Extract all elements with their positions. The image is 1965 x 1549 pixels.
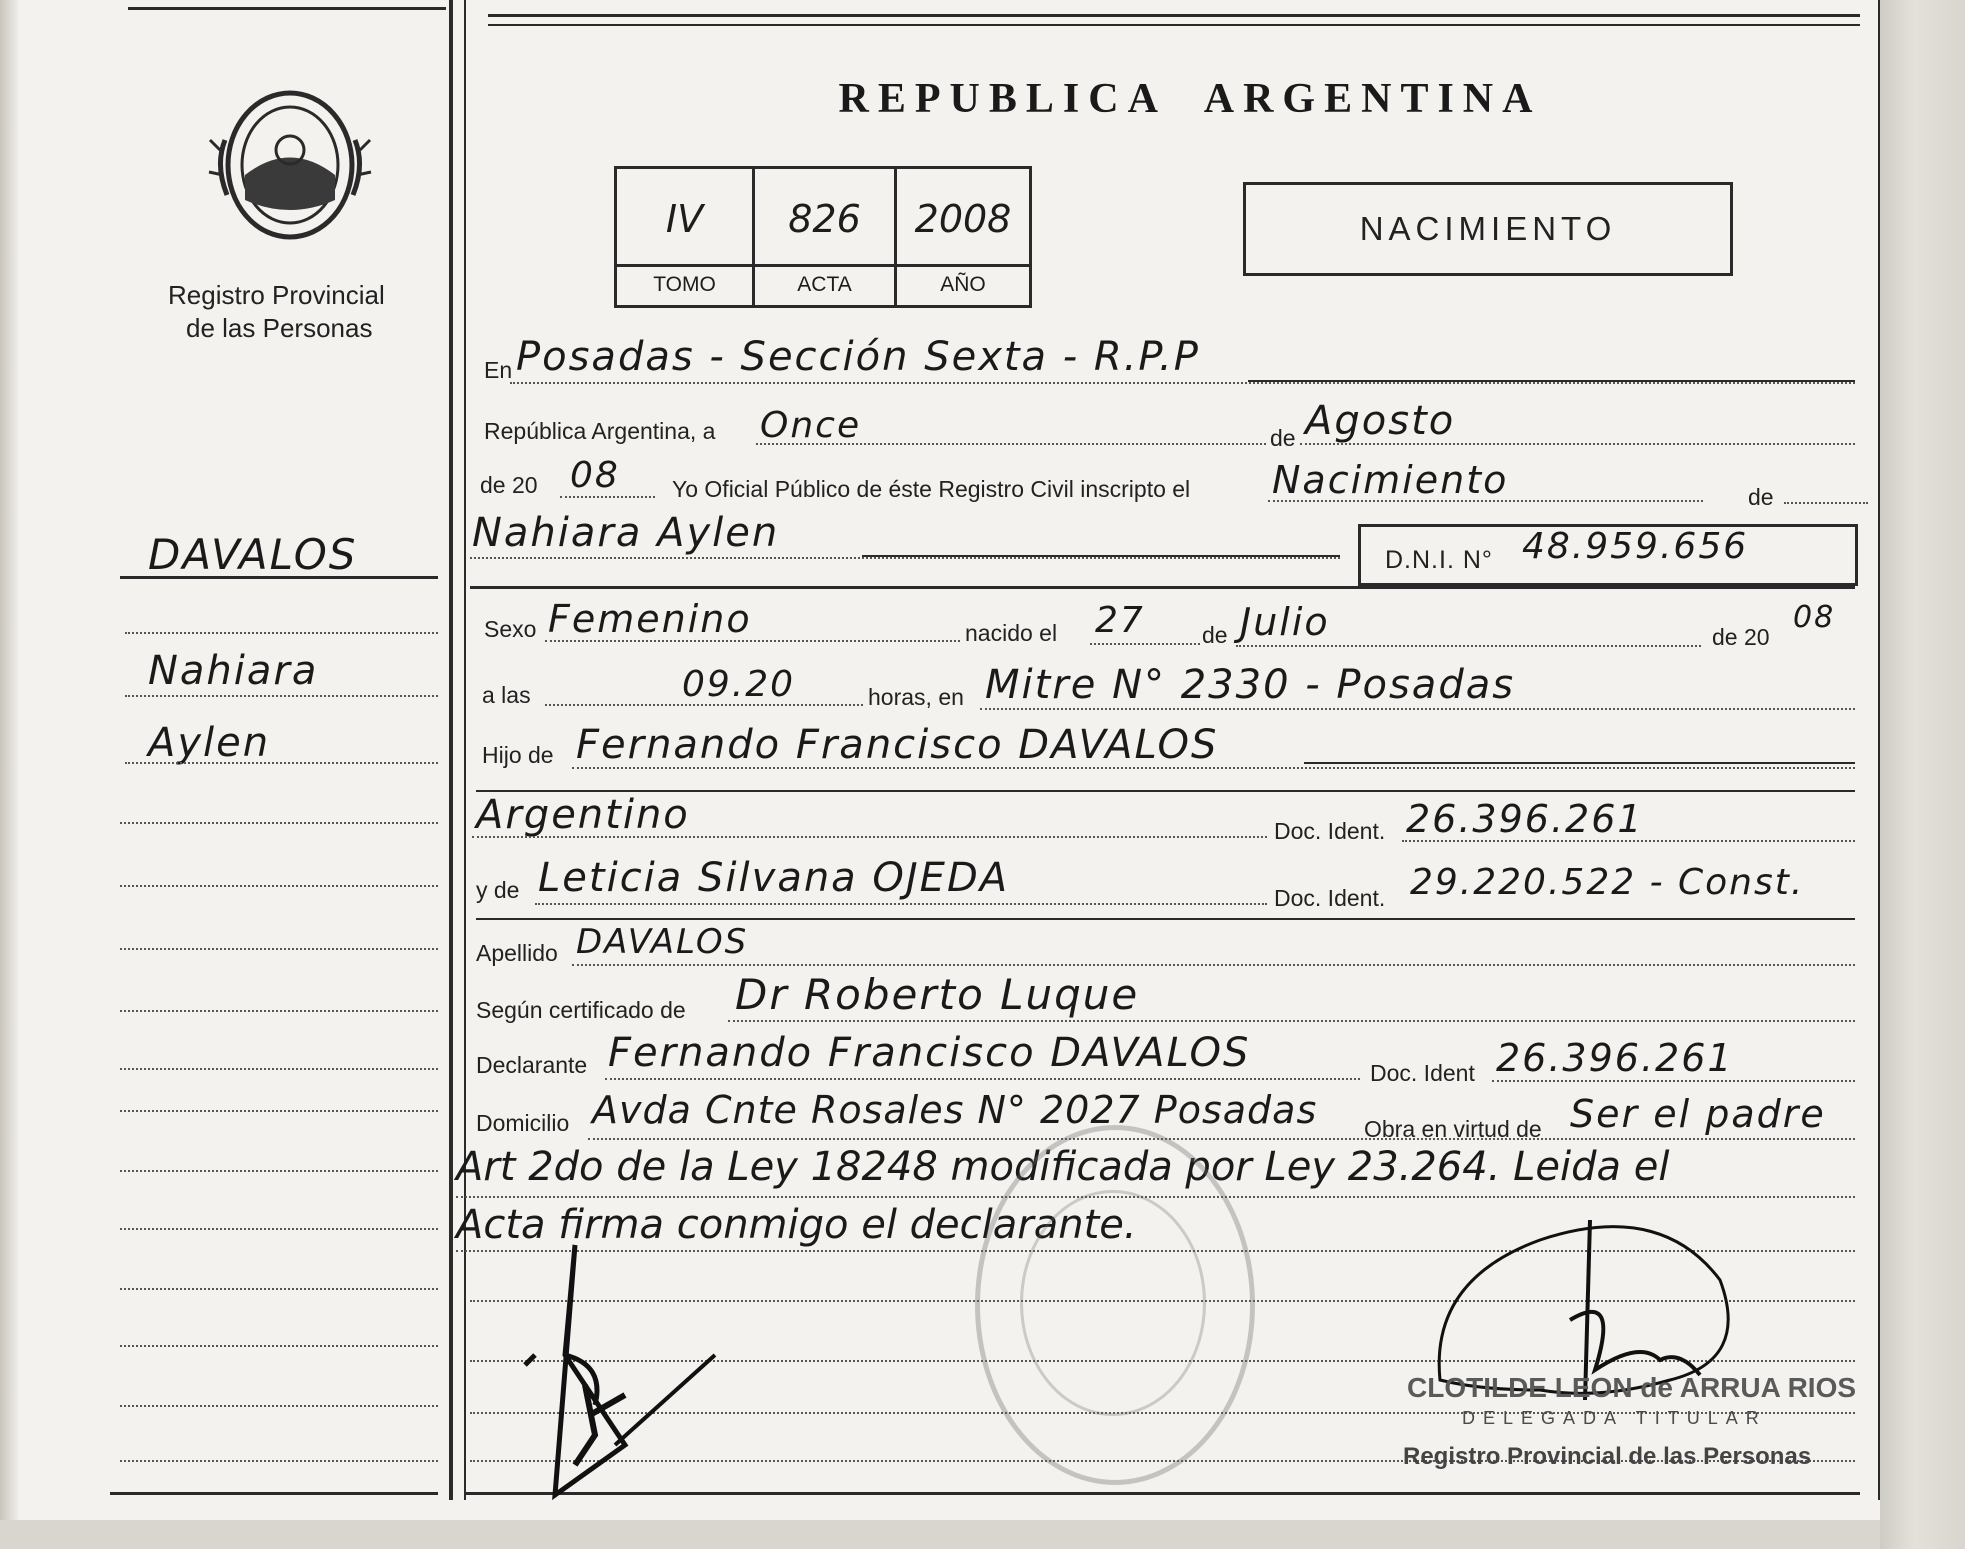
line-declarant-doc bbox=[1492, 1080, 1855, 1082]
anio-label: AÑO bbox=[897, 264, 1029, 297]
sidebar-line bbox=[120, 1170, 438, 1172]
value-basis: Ser el padre bbox=[1570, 1092, 1826, 1136]
value-note-line2: Acta firma conmigo el declarante. bbox=[456, 1202, 1137, 1248]
tomo-cell bbox=[617, 169, 755, 305]
value-mother-doc: 29.220.522 - Const. bbox=[1410, 862, 1805, 903]
label-de-20-b: de 20 bbox=[1712, 624, 1770, 650]
value-sex: Femenino bbox=[548, 597, 752, 641]
rule-mother bbox=[476, 918, 1855, 920]
value-note-line1: Art 2do de la Ley 18248 modificada por Ley 23.264. Leida el bbox=[456, 1144, 1670, 1190]
value-mother-name: Leticia Silvana OJEDA bbox=[538, 855, 1010, 901]
sidebar-line bbox=[120, 948, 438, 950]
rule-child-name bbox=[862, 555, 1340, 557]
sidebar-line bbox=[120, 1228, 438, 1230]
value-birth-time: 09.20 bbox=[682, 664, 796, 705]
label-republica: República Argentina, a bbox=[484, 418, 716, 444]
line-de-2 bbox=[1784, 502, 1868, 504]
acta-label: ACTA bbox=[755, 264, 894, 297]
label-y-de: y de bbox=[476, 877, 520, 903]
value-day-word: Once bbox=[760, 405, 862, 446]
value-birth-month: Julio bbox=[1240, 600, 1330, 644]
line-surname bbox=[572, 964, 1855, 966]
top-rule-left bbox=[128, 7, 446, 10]
value-year-suffix: 08 bbox=[570, 455, 620, 496]
sidebar-line bbox=[120, 1345, 438, 1347]
line-birth-time bbox=[545, 704, 863, 706]
sidebar-first-name: Nahiara bbox=[148, 648, 319, 694]
rule-father-name bbox=[1304, 762, 1855, 764]
value-declarant-doc: 26.396.261 bbox=[1496, 1036, 1734, 1080]
sidebar-line bbox=[120, 1110, 438, 1112]
line-year bbox=[560, 496, 655, 498]
anio-value: 2008 bbox=[914, 197, 1012, 241]
sidebar-line bbox=[120, 885, 438, 887]
sidebar-line bbox=[120, 1405, 438, 1407]
document-type-box: NACIMIENTO bbox=[1243, 182, 1733, 276]
declarant-signature-icon bbox=[475, 1235, 735, 1505]
sidebar-second-name: Aylen bbox=[148, 720, 271, 766]
official-org: Registro Provincial de las Personas bbox=[1403, 1443, 1812, 1470]
registry-name-line2: de las Personas bbox=[186, 313, 373, 343]
label-sexo: Sexo bbox=[484, 616, 537, 642]
label-nacido-el: nacido el bbox=[965, 620, 1058, 646]
label-doc-ident: Doc. Ident. bbox=[1274, 818, 1386, 844]
tomo-label: TOMO bbox=[617, 264, 752, 297]
value-dni: 48.959.656 bbox=[1522, 526, 1749, 567]
value-address: Avda Cnte Rosales N° 2027 Posadas bbox=[592, 1088, 1318, 1132]
value-month-word: Agosto bbox=[1305, 398, 1456, 444]
label-segun: Según certificado de bbox=[476, 997, 686, 1023]
sidebar-line bbox=[120, 822, 438, 824]
official-name: CLOTILDE LEON de ARRUA RIOS bbox=[1407, 1372, 1857, 1403]
line-birth-month bbox=[1236, 645, 1701, 647]
label-de-3: de bbox=[1202, 622, 1228, 648]
line-mother-name bbox=[535, 903, 1267, 905]
official-stamp-inner bbox=[1020, 1190, 1206, 1416]
label-doc-ident-2: Doc. Ident. bbox=[1274, 885, 1386, 911]
rule-section-break bbox=[470, 586, 1855, 589]
label-domicilio: Domicilio bbox=[476, 1110, 570, 1136]
top-rule-right bbox=[488, 14, 1860, 17]
sidebar-line bbox=[120, 1010, 438, 1012]
anio-cell bbox=[897, 169, 1029, 305]
line-month bbox=[1300, 443, 1855, 445]
page-edge bbox=[1880, 0, 1965, 1549]
sidebar-line bbox=[125, 762, 438, 764]
tomo-value: IV bbox=[665, 197, 704, 241]
sidebar-line bbox=[120, 1460, 438, 1462]
sidebar-line bbox=[125, 632, 438, 634]
label-dni: D.N.I. N° bbox=[1385, 546, 1493, 574]
label-obra: Obra en virtud de bbox=[1364, 1116, 1542, 1142]
rule-place bbox=[1248, 380, 1855, 382]
sidebar-line bbox=[125, 695, 438, 697]
line-birth-day bbox=[1090, 643, 1200, 645]
record-number-box bbox=[614, 166, 1032, 308]
value-father-doc: 26.396.261 bbox=[1406, 797, 1644, 841]
line-sex bbox=[545, 640, 960, 642]
line-birth-place bbox=[980, 708, 1855, 710]
label-apellido: Apellido bbox=[476, 940, 558, 966]
value-place: Posadas - Sección Sexta - R.P.P bbox=[516, 334, 1200, 380]
value-declarant-name: Fernando Francisco DAVALOS bbox=[608, 1030, 1251, 1076]
value-father-name: Fernando Francisco DAVALOS bbox=[576, 722, 1219, 768]
acta-value: 826 bbox=[788, 197, 861, 241]
line-nationality bbox=[472, 836, 1267, 838]
value-birth-place: Mitre N° 2330 - Posadas bbox=[985, 662, 1516, 708]
line-place bbox=[510, 382, 1855, 384]
sidebar-line bbox=[120, 1068, 438, 1070]
label-hijo-de: Hijo de bbox=[482, 742, 554, 768]
registry-name-line1: Registro Provincial bbox=[168, 280, 385, 310]
value-surname: DAVALOS bbox=[576, 922, 749, 962]
line-father-doc bbox=[1402, 840, 1855, 842]
acta-cell bbox=[755, 169, 897, 305]
label-oficial: Yo Oficial Público de éste Registro Civil inscripto el bbox=[672, 476, 1191, 502]
column-divider-2 bbox=[464, 0, 466, 1500]
sidebar-surname-rule bbox=[120, 576, 438, 579]
value-certificate-by: Dr Roberto Luque bbox=[735, 970, 1140, 1019]
label-en: En bbox=[484, 357, 513, 383]
line-declarant bbox=[605, 1078, 1360, 1080]
label-de-2: de bbox=[1748, 484, 1774, 510]
label-a-las: a las bbox=[482, 682, 531, 708]
sidebar-surname: DAVALOS bbox=[148, 530, 358, 579]
line-certificate bbox=[728, 1020, 1855, 1022]
provincial-seal-icon bbox=[205, 80, 375, 250]
line-father-name bbox=[572, 767, 1855, 769]
sidebar-line bbox=[120, 1288, 438, 1290]
label-de-20: de 20 bbox=[480, 472, 538, 498]
value-record-kind: Nacimiento bbox=[1272, 458, 1509, 502]
official-title: DELEGADA TITULAR bbox=[1462, 1408, 1767, 1428]
sidebar-bottom-rule bbox=[110, 1492, 438, 1495]
label-declarante: Declarante bbox=[476, 1052, 588, 1078]
label-de: de bbox=[1270, 425, 1296, 451]
country-title: REPUBLICA ARGENTINA bbox=[838, 76, 1542, 122]
value-child-name: Nahiara Aylen bbox=[472, 510, 780, 556]
line-child-name bbox=[470, 557, 1340, 559]
page-binding bbox=[0, 0, 18, 1520]
value-birth-year: 08 bbox=[1793, 600, 1836, 635]
label-doc-ident-3: Doc. Ident bbox=[1370, 1060, 1475, 1086]
value-father-nationality: Argentino bbox=[476, 792, 690, 838]
top-rule-right-2 bbox=[488, 24, 1860, 26]
label-horas-en: horas, en bbox=[868, 684, 964, 710]
official-stamp bbox=[975, 1125, 1255, 1485]
line-day bbox=[756, 443, 1266, 445]
line-record-kind bbox=[1268, 500, 1703, 502]
column-divider bbox=[449, 0, 453, 1500]
value-birth-day: 27 bbox=[1095, 600, 1145, 641]
line-domicilio bbox=[588, 1138, 1855, 1140]
